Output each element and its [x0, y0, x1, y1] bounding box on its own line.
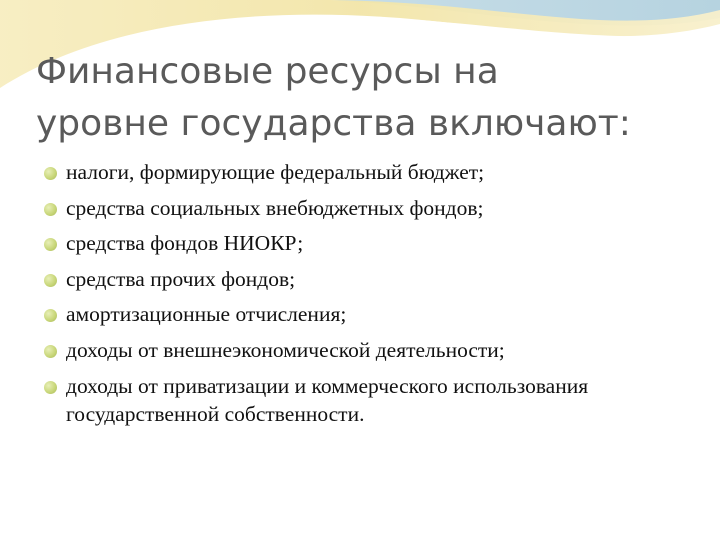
bullet-dot-icon: [44, 345, 57, 358]
bullet-item: [44, 265, 684, 294]
bullet-item: [44, 336, 684, 365]
bullet-dot-icon: [44, 274, 57, 287]
bullet-text: амортизационные отчисления;: [66, 302, 347, 327]
bullet-text: доходы от приватизации и коммерческого использования государственной собственности.: [66, 373, 589, 427]
bullet-dot-icon: [44, 238, 57, 251]
title-line-1: Финансовые ресурсы на: [36, 51, 499, 92]
bullet-item: [44, 372, 684, 429]
bullet-dot-icon: [44, 309, 57, 322]
bullet-item: [44, 158, 684, 187]
bullet-item: [44, 229, 684, 258]
bullet-text: налоги, формирующие федеральный бюджет;: [66, 160, 485, 184]
bullet-list: [44, 158, 684, 436]
bullet-text: доходы от внешнеэкономической деятельности;: [66, 337, 505, 362]
title-line-2: уровне государства включают:: [36, 103, 631, 144]
bullet-dot-icon: [44, 203, 57, 216]
slide-title: [36, 46, 706, 150]
bullet-text: средства прочих фондов;: [66, 266, 296, 291]
bullet-dot-icon: [44, 167, 57, 180]
bullet-text: средства социальных внебюджетных фондов;: [66, 195, 484, 220]
bullet-item: [44, 300, 684, 329]
bullet-dot-icon: [44, 381, 57, 394]
bullet-item: [44, 194, 684, 223]
bullet-text: средства фондов НИОКР;: [66, 231, 304, 256]
